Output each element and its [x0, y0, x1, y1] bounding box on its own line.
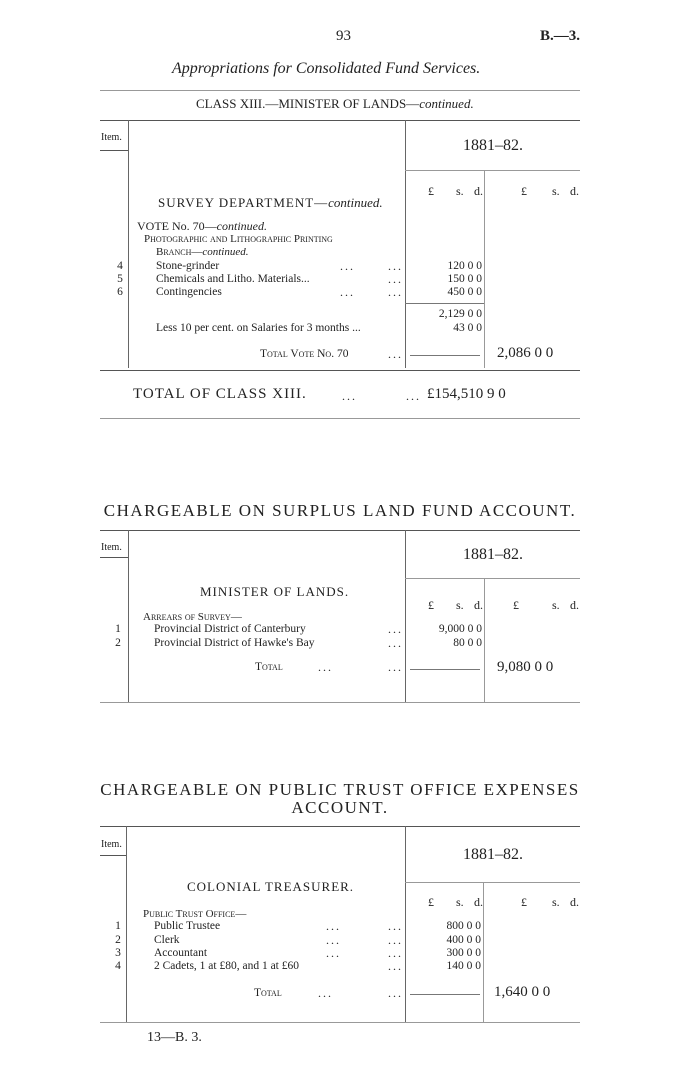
total-label: Total — [255, 661, 283, 673]
item-number: 5 — [117, 273, 123, 285]
year-header: 1881–82. — [463, 546, 523, 563]
item-leader-dots: ... — [326, 919, 341, 933]
pence-header-2: d. — [570, 598, 579, 612]
item-amount: 400 0 0 — [446, 934, 481, 946]
sub-amount-rule — [483, 882, 484, 1022]
item-header-rule — [100, 150, 128, 151]
page-number: 93 — [336, 28, 351, 44]
pence-header: d. — [474, 895, 483, 909]
item-number: 3 — [115, 947, 121, 959]
branch-label: Branch— — [156, 246, 203, 258]
subtotal-amount: 2,129 0 0 — [438, 308, 482, 320]
year-rule — [405, 882, 580, 883]
item-number: 2 — [115, 637, 121, 649]
item-amount: 800 0 0 — [446, 920, 481, 932]
item-label: Provincial District of Canterbury — [154, 623, 306, 635]
item-leader-dots: ... — [388, 259, 403, 273]
department-heading — [158, 196, 383, 209]
item-leader-dots: ... — [388, 919, 403, 933]
pound-header: £ — [428, 184, 434, 198]
item-amount: 450 0 0 — [447, 286, 482, 298]
class-title-text: CLASS XIII.—MINISTER OF LANDS— — [196, 96, 420, 111]
item-label: Accountant — [154, 947, 208, 959]
department-heading: COLONIAL TREASURER. — [187, 879, 355, 894]
total-vote-label: Total Vote No. 70 — [260, 348, 349, 360]
department-continued: continued. — [328, 195, 383, 210]
class-total-label: TOTAL OF CLASS XIII. — [133, 386, 307, 402]
department-name: SURVEY DEPARTMENT— — [158, 195, 329, 210]
item-number: 2 — [115, 934, 121, 946]
total-leader-dots: ... — [388, 347, 403, 361]
total-leader-dots: ... — [318, 660, 333, 674]
class-total-dots: ... — [406, 389, 421, 403]
amount-column-rule — [405, 530, 406, 702]
shilling-header: s. — [456, 184, 464, 198]
shilling-header-2: s. — [552, 895, 560, 909]
class-total-rule — [100, 418, 580, 419]
table-bottom-rule — [100, 702, 580, 703]
item-label: Clerk — [154, 934, 180, 946]
subtotal-rule — [405, 303, 484, 304]
item-amount: 150 0 0 — [447, 273, 482, 285]
item-amount: 80 0 0 — [453, 637, 482, 649]
item-label: Provincial District of Hawke's Bay — [154, 637, 315, 649]
year-header: 1881–82. — [463, 137, 523, 154]
total-amount: 9,080 0 0 — [497, 659, 554, 675]
branch-continued: continued. — [202, 246, 249, 258]
total-amount: 1,640 0 0 — [494, 984, 551, 1000]
pound-header: £ — [428, 895, 434, 909]
item-leader-dots: ... — [326, 933, 341, 947]
item-leader-dots: ... — [388, 622, 403, 636]
item-amount: 120 0 0 — [447, 260, 482, 272]
branch-heading-line1: Photographic and Lithographic Printing — [144, 233, 333, 245]
total-leader-dots: ... — [388, 660, 403, 674]
item-number: 1 — [115, 623, 121, 635]
table-bottom-rule — [100, 1022, 580, 1023]
vote-continued: continued. — [216, 219, 267, 233]
item-header-rule — [100, 557, 128, 558]
footer-signature: 13—B. 3. — [147, 1030, 202, 1045]
year-rule — [405, 578, 580, 579]
year-header: 1881–82. — [463, 846, 523, 863]
item-leader-dots: ... — [388, 285, 403, 299]
item-label: Public Trustee — [154, 920, 221, 932]
less-salaries-amount: 43 0 0 — [453, 322, 482, 334]
shilling-header-2: s. — [552, 184, 560, 198]
class-title — [196, 96, 474, 112]
item-column-header: Item. — [101, 839, 122, 850]
pound-header-2: £ — [513, 598, 519, 612]
shilling-header: s. — [456, 598, 464, 612]
shilling-header: s. — [456, 895, 464, 909]
item-column-rule — [128, 120, 129, 368]
item-amount: 9,000 0 0 — [438, 623, 482, 635]
pence-header: d. — [474, 598, 483, 612]
item-leader-dots: ... — [326, 946, 341, 960]
pence-header-2: d. — [570, 184, 579, 198]
total-vote-amount: 2,086 0 0 — [497, 345, 554, 361]
pound-header-2: £ — [521, 184, 527, 198]
item-label: Chemicals and Litho. Materials... — [156, 273, 310, 285]
pound-header-2: £ — [521, 895, 527, 909]
less-salaries-label: Less 10 per cent. on Salaries for 3 months ... — [156, 322, 361, 334]
item-amount: 140 0 0 — [446, 960, 481, 972]
sub-heading: Public Trust Office— — [143, 908, 247, 920]
section-heading-line1: CHARGEABLE ON PUBLIC TRUST OFFICE EXPENSES — [100, 780, 580, 799]
sub-heading: Arrears of Survey— — [143, 611, 242, 623]
class-total-amount: £154,510 9 0 — [427, 386, 506, 402]
total-label: Total — [254, 987, 282, 999]
class-title-continued: continued. — [419, 96, 474, 111]
total-leader-dots: ... — [388, 986, 403, 1000]
rule — [100, 90, 580, 91]
item-label: Contingencies — [156, 286, 222, 298]
pence-header: d. — [474, 184, 483, 198]
total-blank-rule — [410, 669, 480, 670]
item-column-rule — [126, 826, 127, 1022]
item-column-header: Item. — [101, 542, 122, 553]
item-number: 4 — [117, 260, 123, 272]
pound-header: £ — [428, 598, 434, 612]
pence-header-2: d. — [570, 895, 579, 909]
total-blank-rule — [410, 355, 480, 356]
item-leader-dots: ... — [388, 946, 403, 960]
section-heading: CHARGEABLE ON SURPLUS LAND FUND ACCOUNT. — [103, 501, 577, 520]
item-column-rule — [128, 530, 129, 702]
sub-amount-rule — [484, 170, 485, 368]
vote-label: VOTE No. 70— — [137, 219, 217, 233]
total-blank-rule — [410, 994, 480, 995]
item-number: 6 — [117, 286, 123, 298]
section-heading-line2: ACCOUNT. — [291, 798, 389, 817]
year-rule — [405, 170, 580, 171]
shilling-header-2: s. — [552, 598, 560, 612]
branch-heading-line2 — [156, 246, 248, 259]
item-leader-dots: ... — [388, 272, 403, 286]
item-number: 4 — [115, 960, 121, 972]
class-total-dots: ... — [342, 389, 357, 403]
item-number: 1 — [115, 920, 121, 932]
table-top-rule — [100, 120, 580, 121]
department-heading: MINISTER OF LANDS. — [200, 584, 350, 599]
running-title: Appropriations for Consolidated Fund Services. — [172, 60, 481, 77]
item-leader-dots: ... — [340, 259, 355, 273]
item-leader-dots: ... — [388, 636, 403, 650]
vote-heading — [137, 220, 267, 233]
document-reference: B.—3. — [540, 28, 581, 44]
total-leader-dots: ... — [318, 986, 333, 1000]
table-bottom-rule — [100, 370, 580, 371]
table-top-rule — [100, 826, 580, 827]
item-leader-dots: ... — [388, 959, 403, 973]
item-leader-dots: ... — [340, 285, 355, 299]
item-leader-dots: ... — [388, 933, 403, 947]
item-label: Stone-grinder — [156, 260, 220, 272]
item-column-header: Item. — [101, 132, 122, 143]
item-amount: 300 0 0 — [446, 947, 481, 959]
table-top-rule — [100, 530, 580, 531]
sub-amount-rule — [484, 578, 485, 702]
item-label: 2 Cadets, 1 at £80, and 1 at £60 — [154, 960, 300, 972]
item-header-rule — [100, 855, 126, 856]
